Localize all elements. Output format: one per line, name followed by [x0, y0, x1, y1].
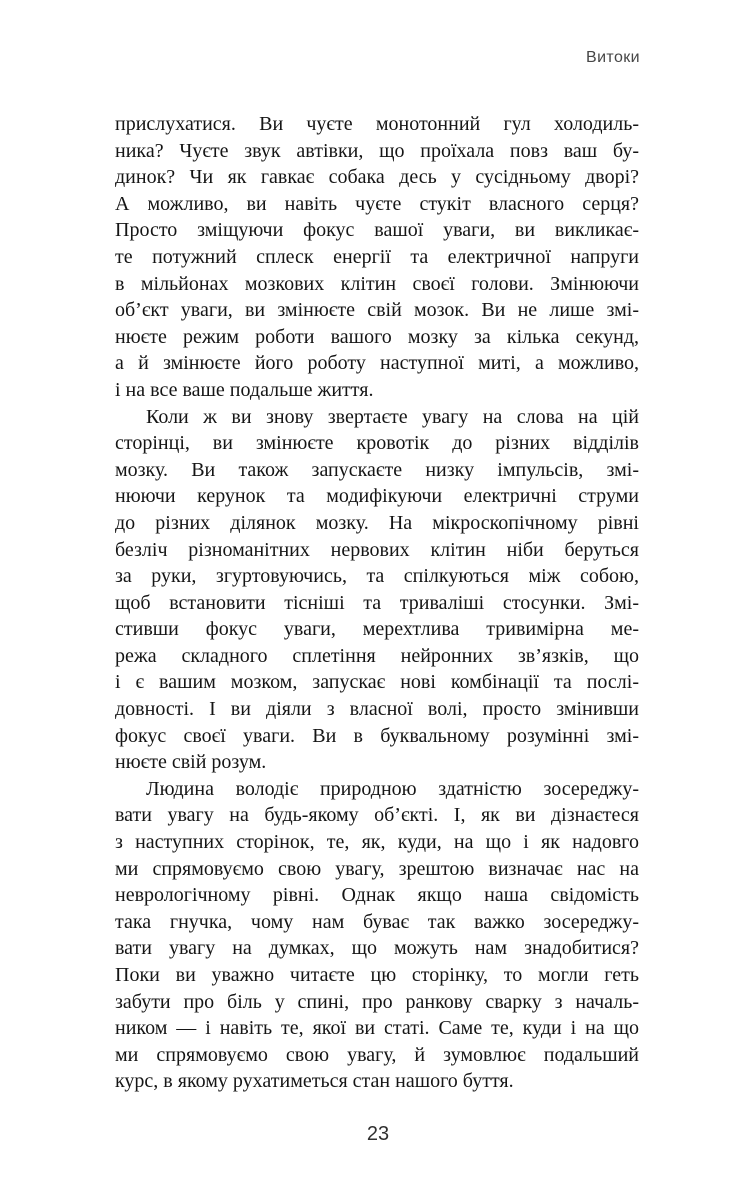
page-number: 23 — [366, 1123, 390, 1145]
text-line: стивши фокус уваги, мерехтлива тривимірна ме- — [115, 618, 639, 641]
paragraph — [115, 776, 639, 1095]
text-line: за руки, згуртовуючись, та спілкуються між собою, — [115, 565, 639, 588]
text-line: Поки ви уважно читаєте цю сторінку, то могли геть — [115, 964, 639, 986]
text-line: до різних ділянок мозку. На мікроскопічному рівні — [115, 511, 639, 534]
text-line: об’єкт уваги, ви змінюєте свій мозок. Ви не лише змі- — [115, 299, 639, 322]
text-line: в мільйонах мозкових клітин своєї голови. Змінюючи — [115, 272, 639, 295]
text-line: А можливо, ви навіть чуєте стукіт власного серця? — [115, 192, 639, 215]
text-line: курс, в якому рухатиметься стан нашого буття. — [115, 1070, 514, 1093]
text-line: забути про біль у спині, про ранкову сварку з началь- — [115, 990, 639, 1013]
text-line: безліч різноманітних нервових клітин ніби беруться — [115, 538, 639, 561]
text-line: і є вашим мозком, запускає нові комбінації та послі- — [115, 671, 639, 694]
running-header: Витоки — [586, 49, 640, 66]
paragraph — [115, 111, 639, 404]
text-line: динок? Чи як гавкає собака десь у сусідньому дворі? — [115, 166, 639, 189]
text-line: нюючи керунок та модифікуючи електричні струми — [115, 485, 639, 508]
text-line: щоб встановити тісніші та триваліші стосунки. Змі- — [115, 591, 639, 614]
text-line: ником — і навіть те, якої ви статі. Саме те, куди і на що — [115, 1017, 639, 1040]
text-line: вати увагу на думках, що можуть нам знадобитися? — [115, 937, 639, 960]
text-line: те потужний сплеск енергії та електричної напруги — [115, 245, 639, 268]
paragraph — [115, 404, 639, 776]
text-line: режа складного сплетіння нейронних зв’язків, що — [115, 644, 639, 667]
text-line: нюєте режим роботи вашого мозку за кілька секунд, — [115, 325, 639, 348]
body-text — [115, 111, 639, 1095]
text-line: Коли ж ви знову звертаєте увагу на слова на цій — [146, 405, 639, 428]
text-line: вати увагу на будь-якому об’єкті. І, як ви дізнаєтеся — [115, 804, 639, 827]
text-line: мозку. Ви також запускаєте низку імпульсів, змі- — [115, 458, 639, 481]
text-line: прислухатися. Ви чуєте монотонний гул холодиль- — [115, 113, 639, 135]
text-line: Просто зміщуючи фокус вашої уваги, ви викликає- — [115, 219, 639, 242]
text-line: ми спрямовуємо свою увагу, зрештою визначає нас на — [115, 857, 639, 880]
text-line: фокус своєї уваги. Ви в буквальному розумінні змі- — [115, 724, 639, 747]
text-line: з наступних сторінок, те, як, куди, на що і як надовго — [115, 831, 639, 854]
text-line: нюєте свій розум. — [115, 751, 267, 774]
text-line: така гнучка, чому нам буває так важко зосереджу- — [115, 910, 639, 933]
text-line: ника? Чуєте звук автівки, що проїхала повз ваш бу- — [115, 139, 639, 162]
text-line: Людина володіє природною здатністю зосереджу- — [146, 777, 639, 800]
text-line: а й змінюєте його роботу наступної миті, а можливо, — [115, 352, 639, 375]
text-line: неврологічному рівні. Однак якщо наша свідомість — [115, 884, 639, 907]
text-line: і на все ваше подальше життя. — [115, 378, 374, 401]
text-line: ми спрямовуємо свою увагу, й зумовлює подальший — [115, 1043, 639, 1066]
text-line: довності. І ви діяли з власної волі, просто змінивши — [115, 698, 639, 721]
text-line: сторінці, ви змінюєте кровотік до різних відділів — [115, 432, 639, 455]
